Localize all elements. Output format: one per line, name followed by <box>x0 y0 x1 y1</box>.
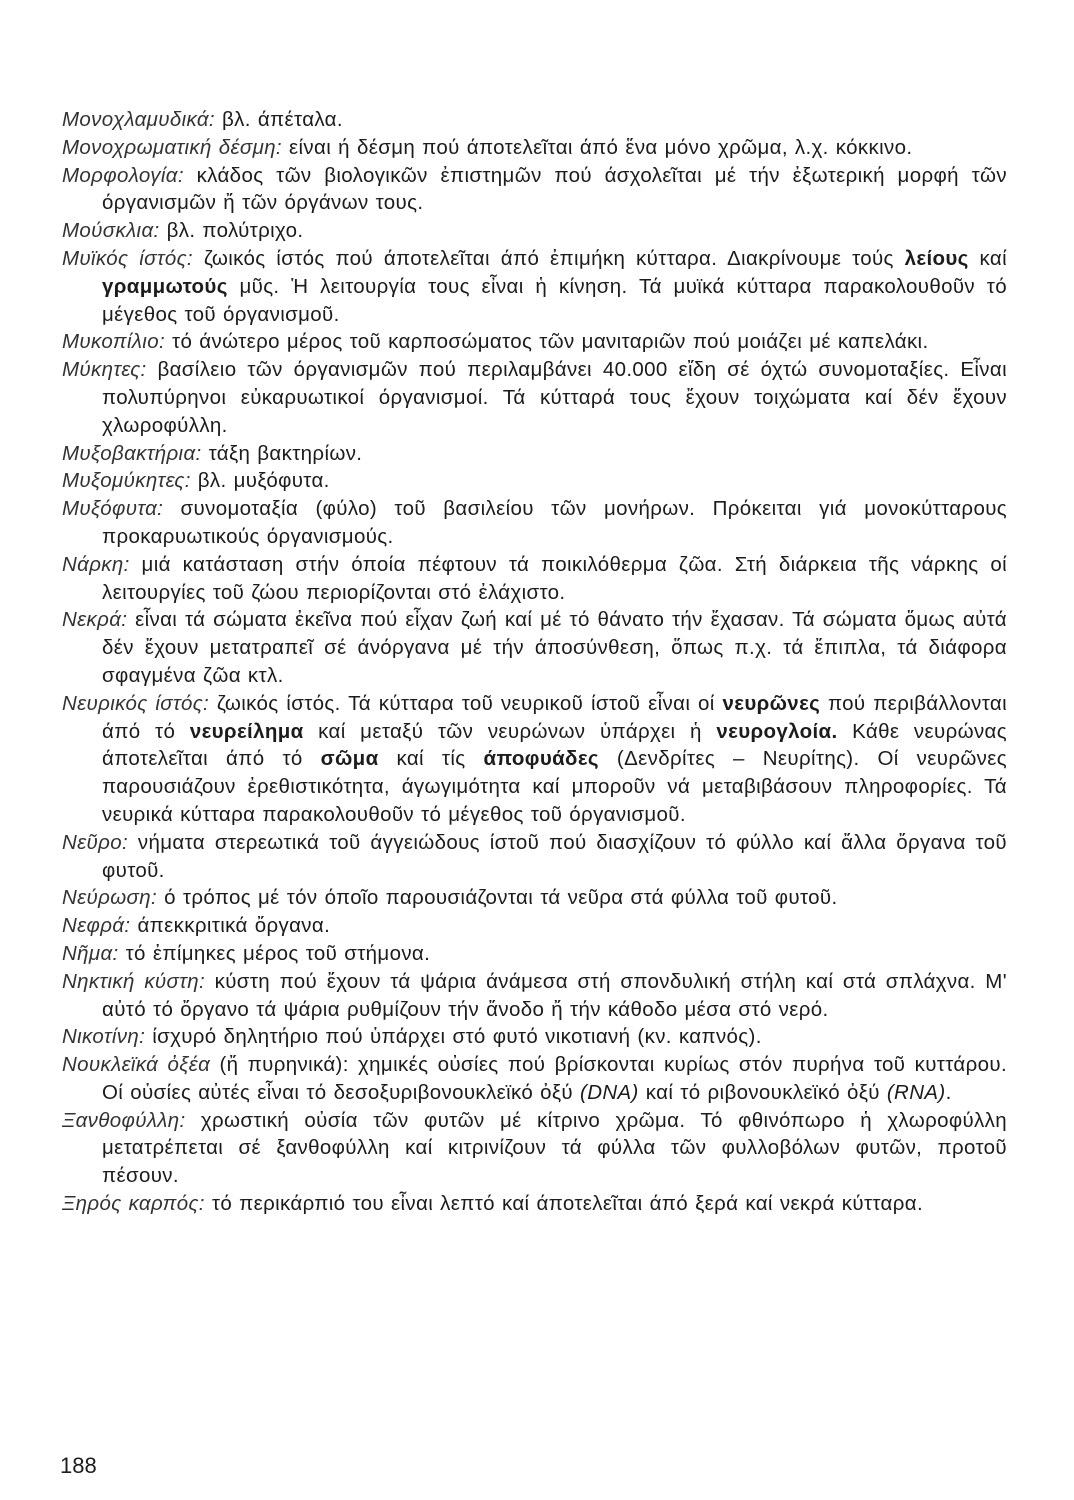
entry-term: Νῆμα: <box>62 941 119 965</box>
entry-definition-text: βλ. πολύτριχο. <box>159 219 304 243</box>
bold-term: νευρείλημα <box>189 719 304 743</box>
glossary-page <box>62 106 1007 1218</box>
glossary-entry <box>62 551 1007 607</box>
bold-term: νευρογλοία. <box>716 719 838 743</box>
entry-definition-text: εἶναι τά σώματα ἐκεῖνα πού εἶχαν ζωή καί μέ τό θάνατο τήν ἔχασαν. Τά σώματα ὅμως αὐτά δέν ἔχουν μετατραπεῖ σέ άνόργανα μέ τήν άποσύνθεση, ὅπως π.χ. τά ἔπιπλα, τά διάφορα σφαγμένα ζῶα κτλ. <box>102 608 1007 687</box>
glossary-entry <box>62 217 1007 245</box>
glossary-entry <box>62 1051 1007 1107</box>
entry-term: Μύκητες: <box>62 358 147 382</box>
entry-term: Νεῦρο: <box>62 830 129 854</box>
entry-definition-text: καί μεταξύ τῶν νευρώνων ὑπάρχει ἡ <box>303 719 717 743</box>
entry-term: Νεφρά: <box>62 914 131 938</box>
entry-term: Νευρικός ίστός: <box>62 691 210 715</box>
entry-definition-text: χρωστική οὐσία τῶν φυτῶν μέ κίτρινο χρῶμα. Τό φθινόπωρο ἡ χλωροφύλλη μετατρέπεται σέ ξανθοφύλλη καί κιτρινίζουν τά φύλλα τῶν φυλλοβόλων φυτῶν, προτοῦ πέσουν. <box>102 1108 1007 1188</box>
entry-definition-text: ζωικός ίστός. Τά κύτταρα τοῦ νευρικοῦ ίστοῦ εἶναι οί <box>209 691 723 715</box>
bold-term: γραμμωτούς <box>102 274 228 298</box>
glossary-entry <box>62 356 1007 439</box>
entry-definition-text: καί τίς <box>378 747 484 771</box>
bold-term: σῶμα <box>320 747 379 771</box>
entry-definition-text: βλ. μυξόφυτα. <box>190 469 330 493</box>
entry-term: Νάρκη: <box>62 552 130 576</box>
entry-term: Μούσκλια: <box>62 219 160 243</box>
entry-definition-text: καί <box>968 246 1007 270</box>
entry-definition-text: καί τό ριβονουκλεϊκό ὀξύ <box>638 1080 887 1104</box>
entry-definition-text: τό άνώτερο μέρος τοῦ καρποσώματος τῶν μανιταριῶν πού μοιάζει μέ καπελάκι. <box>165 330 929 354</box>
glossary-entry <box>62 134 1007 162</box>
entry-term: Ξηρός καρπός: <box>62 1192 205 1216</box>
entry-definition-text: νήματα στερεωτικά τοῦ άγγειώδους ίστοῦ πού διασχίζουν τό φύλλο καί ἄλλα ὄργανα τοῦ φυτοῦ. <box>102 830 1007 882</box>
glossary-entry <box>62 467 1007 495</box>
glossary-entry <box>62 162 1007 218</box>
entry-term: Ξανθοφύλλη: <box>62 1108 186 1132</box>
entry-term: Μυκοπίλιο: <box>62 330 165 354</box>
glossary-entry <box>62 440 1007 468</box>
glossary-entry <box>62 1023 1007 1051</box>
bold-term: άποφυάδες <box>483 747 599 771</box>
entry-definition-text: είναι ή δέσμη πού άποτελεῖται άπό ἕνα μόνο χρῶμα, λ.χ. κόκκινο. <box>281 135 913 159</box>
entry-definition-text: άπεκκριτικά ὄργανα. <box>130 914 331 938</box>
glossary-entry <box>62 495 1007 551</box>
glossary-entry <box>62 328 1007 356</box>
glossary-entry <box>62 1190 1007 1218</box>
glossary-entry <box>62 968 1007 1024</box>
entry-definition-text: ζωικός ίστός πού άποτελεῖται άπό ἐπιμήκη κύτταρα. Διακρίνουμε τούς <box>192 246 905 270</box>
entry-definition-text: πού περιβάλλονται άπό τό <box>102 691 1008 743</box>
entry-definition-text: κύστη πού ἔχουν τά ψάρια άνάμεσα στή σπονδυλική στήλη καί στά σπλάχνα. Μ' αὐτό τό ὄργανο τά ψάρια ρυθμίζουν τήν ἄνοδο ἤ τήν κάθοδο μέσα στό νερό. <box>102 969 1007 1021</box>
entry-term: Μονοχλαμυδικά: <box>62 108 215 131</box>
glossary-entry <box>62 606 1007 689</box>
entry-definition-text: τό ἐπίμηκες μέρος τοῦ στήμονα. <box>118 941 431 965</box>
entry-term: Μονοχρωματική δέσμη: <box>62 135 282 159</box>
entry-definition-text: μιά κατάσταση στήν όποία πέφτουν τά ποικιλόθερμα ζῶα. Στή διάρκεια τῆς νάρκης οί λειτουργίες τοῦ ζώου περιορίζονται στό ἐλάχιστο. <box>102 552 1007 604</box>
entry-term: Μυξόφυτα: <box>62 497 164 521</box>
glossary-entry <box>62 884 1007 912</box>
entry-definition-text: ίσχυρό δηλητήριο πού ὑπάρχει στό φυτό νικοτιανή (κν. καπνός). <box>145 1025 762 1049</box>
entry-definition-text: τάξη βακτηρίων. <box>201 441 363 465</box>
entry-term: Νουκλεϊκά ὀξέα <box>62 1053 211 1077</box>
entry-definition-text: βασίλειο τῶν όργανισμῶν πού περιλαμβάνει 40.000 εἴδη σέ όχτώ συνομοταξίες. Εἶναι πολυπύρηνοι εὐκαρυωτικοί όργανισμοί. Τά κύτταρά τους ἔχουν τοιχώματα καί δέν ἔχουν χλωροφύλλη. <box>102 358 1007 437</box>
entry-term: Νεκρά: <box>62 608 128 632</box>
glossary-entry <box>62 1107 1007 1190</box>
entry-definition-text: Κάθε νευρώνας άποτελεῖται άπό τό <box>102 719 1007 771</box>
entry-definition-text: . <box>945 1080 952 1104</box>
glossary-entry <box>62 829 1007 885</box>
entry-term: Νεύρωση: <box>62 886 158 910</box>
italic-abbrev: (DNA) <box>580 1080 639 1104</box>
entry-term: Μορφολογία: <box>62 163 184 187</box>
entry-definition-text: (Δενδρίτες – Νευρίτης). Οί νευρῶνες παρουσιάζουν ἐρεθιστικότητα, άγωγιμότητα καί μποροῦν νά μεταβιβάσουν πληροφορίες. Τά νευρικά κύτταρα παρακολουθοῦν τό μέγεθος τοῦ όργανισμοῦ. <box>102 747 1008 826</box>
entry-definition-text: μῦς. Ἡ λειτουργία τους εἶναι ἡ κίνηση. Τά μυϊκά κύτταρα παρακολουθοῦν τό μέγεθος τοῦ όργανισμοῦ. <box>102 274 1007 326</box>
glossary-entry <box>62 106 1007 134</box>
entry-term: Μυξομύκητες: <box>62 469 191 493</box>
glossary-entry <box>62 245 1007 328</box>
entry-definition-text: (ἤ πυρηνικά): χημικές οὐσίες πού βρίσκονται κυρίως στόν πυρήνα τοῦ κυττάρου. Οί οὐσίες αὐτές εἶναι τό δεσοξυριβονουκλεϊκό ὀξύ <box>102 1053 1007 1104</box>
page-number: 188 <box>60 1453 97 1478</box>
entry-term: Μυϊκός ίστός: <box>62 246 193 270</box>
entry-definition-text: συνομοταξία (φύλο) τοῦ βασιλείου τῶν μονήρων. Πρόκειται γιά μονοκύτταρους προκαρυωτικούς όργανισμούς. <box>102 497 1007 548</box>
glossary-entry <box>62 690 1007 829</box>
entry-definition-text: ό τρόπος μέ τόν όποῖο παρουσιάζονται τά νεῦρα στά φύλλα τοῦ φυτοῦ. <box>157 886 838 910</box>
entry-definition-text: κλάδος τῶν βιολογικῶν ἐπιστημῶν πού άσχολεῖται μέ τήν ἐξωτερική μορφή τῶν όργανισμῶν ἤ τῶν όργάνων τους. <box>102 163 1007 215</box>
entry-definition-text: βλ. άπέταλα. <box>214 108 343 131</box>
entry-term: Μυξοβακτήρια: <box>62 441 202 465</box>
bold-term: νευρῶνες <box>722 691 821 715</box>
entry-term: Νικοτίνη: <box>62 1025 146 1049</box>
glossary-entry <box>62 912 1007 940</box>
bold-term: λείους <box>904 246 969 270</box>
entry-definition-text: τό περικάρπιό του εἶναι λεπτό καί άποτελεῖται άπό ξερά καί νεκρά κύτταρα. <box>204 1192 924 1216</box>
entry-term: Νηκτική κύστη: <box>62 969 206 993</box>
glossary-entry <box>62 940 1007 968</box>
italic-abbrev: (RNA) <box>886 1080 946 1104</box>
